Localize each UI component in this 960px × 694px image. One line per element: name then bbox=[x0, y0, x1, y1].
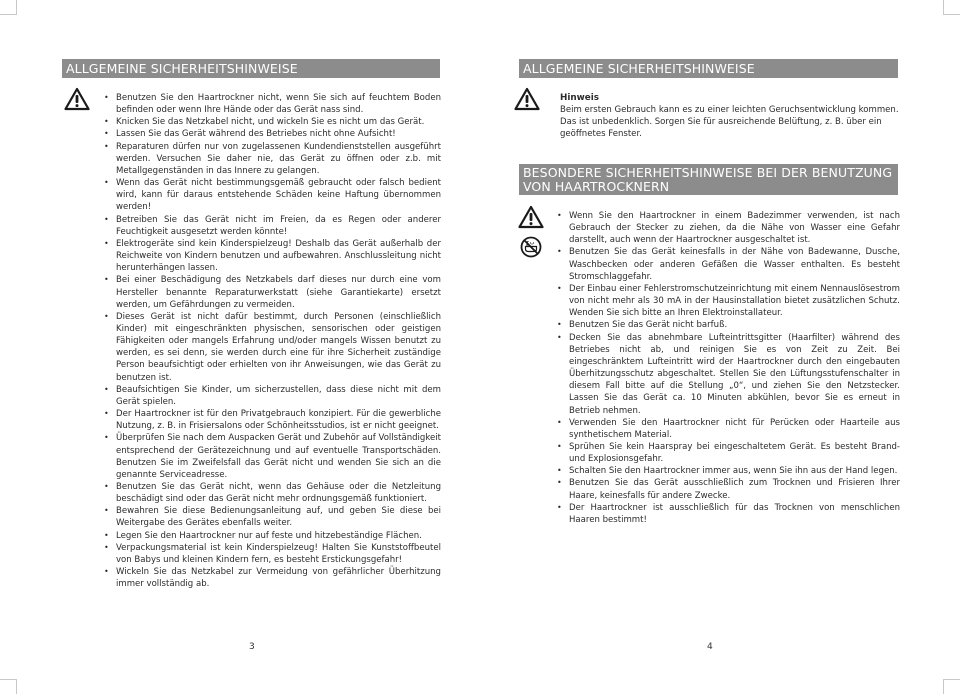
section-header-line2: VON HAARTROCKNERN bbox=[523, 178, 670, 194]
bullet-item: • Benutzen Sie das Gerät nicht barfuß. bbox=[557, 319, 900, 331]
bullet-item: • Benutzen Sie den Haartrockner nicht, wenn Sie sich auf feuchtem Boden befinden oder wenn Ihre Hände oder das Gerät nass sind. bbox=[104, 92, 441, 116]
hairdryer-safety-bullet-list bbox=[557, 210, 900, 526]
page-number: 3 bbox=[249, 642, 255, 652]
bullet-item: • Wenn Sie den Haartrockner in einem Badezimmer verwenden, ist nach Gebrauch der Stecker zu ziehen, da die Nähe von Wasser eine Gefahr darstellt, auch wenn der Haartrockner ausgeschaltet ist. bbox=[557, 210, 900, 246]
warning-triangle-icon bbox=[64, 87, 90, 111]
bullet-item: • Decken Sie das abnehmbare Lufteintrittsgitter (Haarfilter) während des Betriebes nicht ab, und reinigen Sie es von Zeit zu Zeit. Bei eingeschränktem Lufteintritt wird der Haartrockner durch den eingebauten Überhitzungsschutz abgeschaltet. Stellen Sie den Lüftungsstufenschalter in diesem Fall bitte auf die Stellung „0“, und ziehen Sie den Netzstecker. Lassen Sie das Gerät ca. 10 Minuten abkühlen, bevor Sie es erneut in Betrieb nehmen. bbox=[557, 332, 900, 417]
bullet-item: • Der Einbau einer Fehlerstromschutzeinrichtung mit einem Nennauslösestrom von nicht mehr als 30 mA in der Hausinstallation bietet zusätzlichen Schutz. Wenden Sie sich bitte an Ihren Elektroinstallateur. bbox=[557, 283, 900, 319]
section-header: ALLGEMEINE SICHERHEITSHINWEISE bbox=[62, 59, 440, 78]
page-number: 4 bbox=[707, 642, 713, 652]
bullet-item: • Wenn das Gerät nicht bestimmungsgemäß gebraucht oder falsch bedient wird, kann für daraus entstehende Schäden keine Haftung übernommen werden! bbox=[104, 177, 441, 213]
section-header-line1: BESONDERE SICHERHEITSHINWEISE BEI DER BENUTZUNG bbox=[523, 165, 893, 180]
warning-triangle-icon bbox=[518, 205, 544, 229]
warning-triangle-icon bbox=[514, 87, 540, 111]
bullet-item: • Benutzen Sie das Gerät nicht, wenn das Gehäuse oder die Netzleitung beschädigt sind oder das Gerät nicht mehr ordnungsgemäß funktioniert. bbox=[104, 481, 441, 505]
bullet-item: • Überprüfen Sie nach dem Auspacken Gerät und Zubehör auf Vollständigkeit entsprechend der Gerätezeichnung und auf eventuelle Transportschäden. Benutzen Sie im Zweifelsfall das Gerät nicht und wenden Sie sich an die genannte Serviceadresse. bbox=[104, 432, 441, 481]
bullet-item: • Bei einer Beschädigung des Netzkabels darf dieses nur durch eine vom Hersteller benannte Reparaturwerkstatt (siehe Garantiekarte) ersetzt werden, um Gefährdungen zu vermeiden. bbox=[104, 274, 441, 310]
bullet-item: • Schalten Sie den Haartrockner immer aus, wenn Sie ihn aus der Hand legen. bbox=[557, 465, 900, 477]
bullet-item: • Elektrogeräte sind kein Kinderspielzeug! Deshalb das Gerät außerhalb der Reichweite von Kindern benutzen und aufbewahren. Anschlussleitung nicht herunterhängen lassen. bbox=[104, 238, 441, 274]
bullet-item: • Dieses Gerät ist nicht dafür bestimmt, durch Personen (einschließlich Kinder) mit eingeschränkten physischen, sensorischen oder geistigen Fähigkeiten oder mangels Erfahrung und/oder mangels Wissen benutzt zu werden, es sei denn, sie werden durch eine für ihre Sicherheit zuständige Person beaufsichtigt oder erhielten von ihr Anweisungen, wie das Gerät zu benutzen ist. bbox=[104, 311, 441, 384]
note-title: Hinweis bbox=[560, 93, 599, 103]
bullet-item: • Benutzen Sie das Gerät ausschließlich zum Trocknen und Frisieren Ihrer Haare, keinesfalls für andere Zwecke. bbox=[557, 477, 900, 501]
right-page bbox=[480, 0, 960, 694]
bullet-item: • Beaufsichtigen Sie Kinder, um sicherzustellen, dass diese nicht mit dem Gerät spielen. bbox=[104, 384, 441, 408]
section-header-special bbox=[519, 164, 898, 195]
bullet-item: • Verwenden Sie den Haartrockner nicht für Perücken oder Haarteile aus synthetischem Material. bbox=[557, 417, 900, 441]
note-text: Beim ersten Gebrauch kann es zu einer leichten Geruchsentwicklung kommen. Das ist unbedenklich. Sorgen Sie für ausreichende Belüftung, z. B. über ein geöffnetes Fenster. bbox=[560, 105, 899, 140]
bullet-item: • Lassen Sie das Gerät während des Betriebes nicht ohne Aufsicht! bbox=[104, 128, 441, 140]
bullet-item: • Der Haartrockner ist ausschließlich für das Trocknen von menschlichen Haaren bestimmt! bbox=[557, 502, 900, 526]
bullet-item: • Verpackungsmaterial ist kein Kinderspielzeug! Halten Sie Kunststoffbeutel von Babys und kleinen Kindern fern, es besteht Erstickungsgefahr! bbox=[104, 542, 441, 566]
bullet-item: • Knicken Sie das Netzkabel nicht, und wickeln Sie es nicht um das Gerät. bbox=[104, 116, 441, 128]
bullet-item: • Wickeln Sie das Netzkabel zur Vermeidung von gefährlicher Überhitzung immer vollständig ab. bbox=[104, 566, 441, 590]
no-bathtub-icon bbox=[520, 236, 542, 258]
bullet-item: • Legen Sie den Haartrockner nur auf feste und hitzebeständige Flächen. bbox=[104, 530, 441, 542]
bullet-item: • Sprühen Sie kein Haarspray bei eingeschaltetem Gerät. Es besteht Brand-und Explosionsgefahr. bbox=[557, 441, 900, 465]
note-box bbox=[560, 92, 900, 141]
bullet-item: • Bewahren Sie diese Bedienungsanleitung auf, und geben Sie diese bei Weitergabe des Gerätes ebenfalls weiter. bbox=[104, 505, 441, 529]
safety-bullet-list bbox=[104, 92, 441, 590]
bullet-item: • Der Haartrockner ist für den Privatgebrauch konzipiert. Für die gewerbliche Nutzung, z. B. in Frisiersalons oder Schönheitsstudios, ist er nicht geeignet. bbox=[104, 408, 441, 432]
bullet-item: • Betreiben Sie das Gerät nicht im Freien, da es Regen oder anderer Feuchtigkeit ausgesetzt werden könnte! bbox=[104, 214, 441, 238]
section-header: ALLGEMEINE SICHERHEITSHINWEISE bbox=[519, 59, 898, 78]
bullet-item: • Reparaturen dürfen nur von zugelassenen Kundendienststellen ausgeführt werden. Versuchen Sie daher nie, das Gerät zu öffnen oder z.b. mit Metallgegenständen in das Innere zu gelangen. bbox=[104, 141, 441, 177]
bullet-item: • Benutzen Sie das Gerät keinesfalls in der Nähe von Badewanne, Dusche, Waschbecken oder anderen Gefäßen die Wasser enthalten. Es besteht Stromschlaggefahr. bbox=[557, 246, 900, 282]
